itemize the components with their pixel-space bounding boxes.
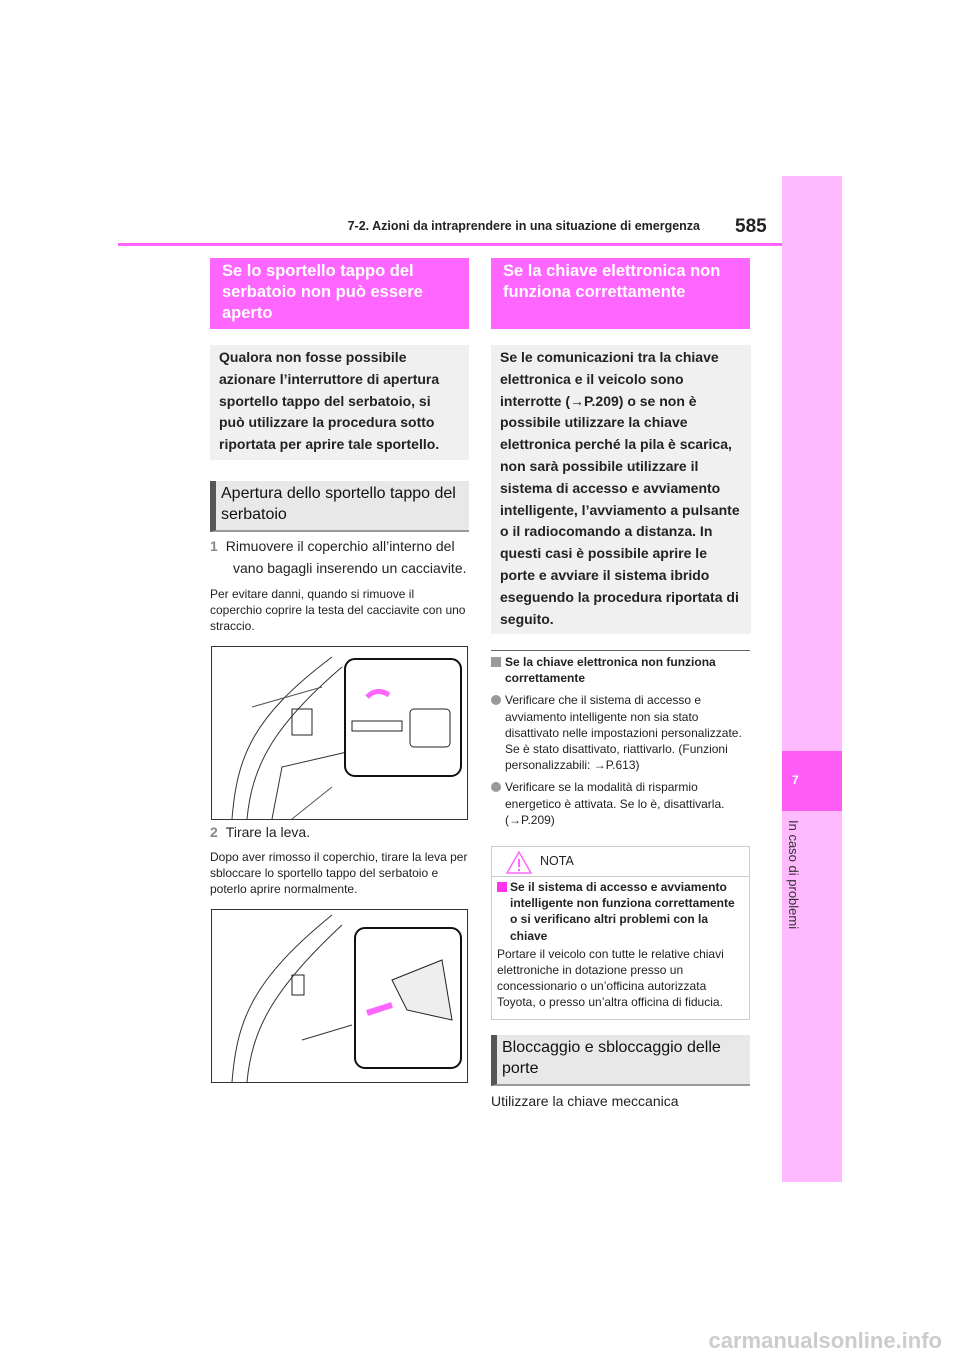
square-bullet-icon (491, 657, 501, 667)
chapter-tab[interactable]: 7 (782, 751, 842, 811)
nota-title: Se il sistema di accesso e avviamento intelligente non funziona correttamente o si verificano altri problemi con la chiave (497, 879, 744, 944)
figure-cover-removal (211, 646, 468, 820)
bullet-item: Verificare se la modalità di risparmio energetico è attivata. Se lo è, disattivarla. (→P.209) (491, 779, 750, 828)
step-2-note: Dopo aver rimosso il coperchio, tirare la leva per sbloccare lo sportello tappo del serbatoio e poterlo aprire normalmente. (210, 850, 468, 897)
right-subheading: Bloccaggio e sbloccaggio delle porte (491, 1035, 750, 1086)
square-bullet-icon (497, 882, 507, 892)
bullet-icon (491, 782, 501, 792)
right-heading: Se la chiave elettronica non funziona correttamente (491, 258, 750, 329)
step-2 (210, 822, 469, 844)
step-1-note: Per evitare danni, quando si rimuove il coperchio coprire la testa del cacciavite con uno straccio. (210, 586, 466, 633)
section-header: 7-2. Azioni da intraprendere in una situazione di emergenza (347, 219, 700, 233)
left-column (210, 258, 469, 1083)
divider (491, 650, 750, 651)
nota-label: NOTA (540, 854, 574, 869)
bullet-icon (491, 695, 501, 705)
header-divider (118, 243, 782, 246)
step-number: 1 (210, 538, 218, 554)
nota-body: Portare il veicolo con tutte le relative chiavi elettroniche in dotazione presso un concessionario o un’officina autorizzata Toyota, o presso un’altra officina di fiducia. (497, 946, 724, 1010)
chapter-sidebar (782, 176, 842, 1182)
step-text: Rimuovere il coperchio all’interno del vano bagagli inserendo un cacciavite. (225, 538, 467, 576)
nota-box (491, 846, 750, 1020)
left-intro: Qualora non fosse possibile azionare l’interruttore di apertura sportello tappo del serbatoio, si può utilizzare la procedura sotto riportata per aprire tale sportello. (210, 345, 469, 460)
right-column (491, 258, 751, 1112)
chapter-name: In caso di problemi (786, 820, 801, 930)
step-1 (210, 536, 469, 580)
left-heading: Se lo sportello tappo del serbatoio non può essere aperto (210, 258, 469, 329)
warning-icon (506, 850, 532, 874)
left-subheading: Apertura dello sportello tappo del serbatoio (210, 481, 469, 532)
figure-pull-lever (211, 909, 468, 1083)
body-text: Utilizzare la chiave meccanica (491, 1092, 679, 1109)
section-title: Se la chiave elettronica non funziona correttamente (491, 654, 750, 686)
right-intro: Se le comunicazioni tra la chiave elettronica e il veicolo sono interrotte (→P.209) o se non è possibile utilizzare la chiave elettronica perché la pila è scarica, non sarà possibile utilizzare il sistema di accesso e avviamento intelligente, l’avviamento a pulsante o il radiocomando a distanza. In questi casi è possibile aprire le porte e avviare il sistema ibrido eseguendo la procedura riportata di seguito. (491, 345, 751, 634)
bullet-item: Verificare che il sistema di accesso e avviamento intelligente non sia stato disattivato nelle impostazioni personalizzate. Se è stato disattivato, riattivarlo. (Funzioni personalizzabili: →P.613) (491, 692, 750, 773)
watermark: carmanualsonline.info (708, 1328, 942, 1353)
step-text: Tirare la leva. (225, 823, 311, 840)
step-number: 2 (210, 823, 218, 840)
page-number: 585 (735, 216, 767, 237)
